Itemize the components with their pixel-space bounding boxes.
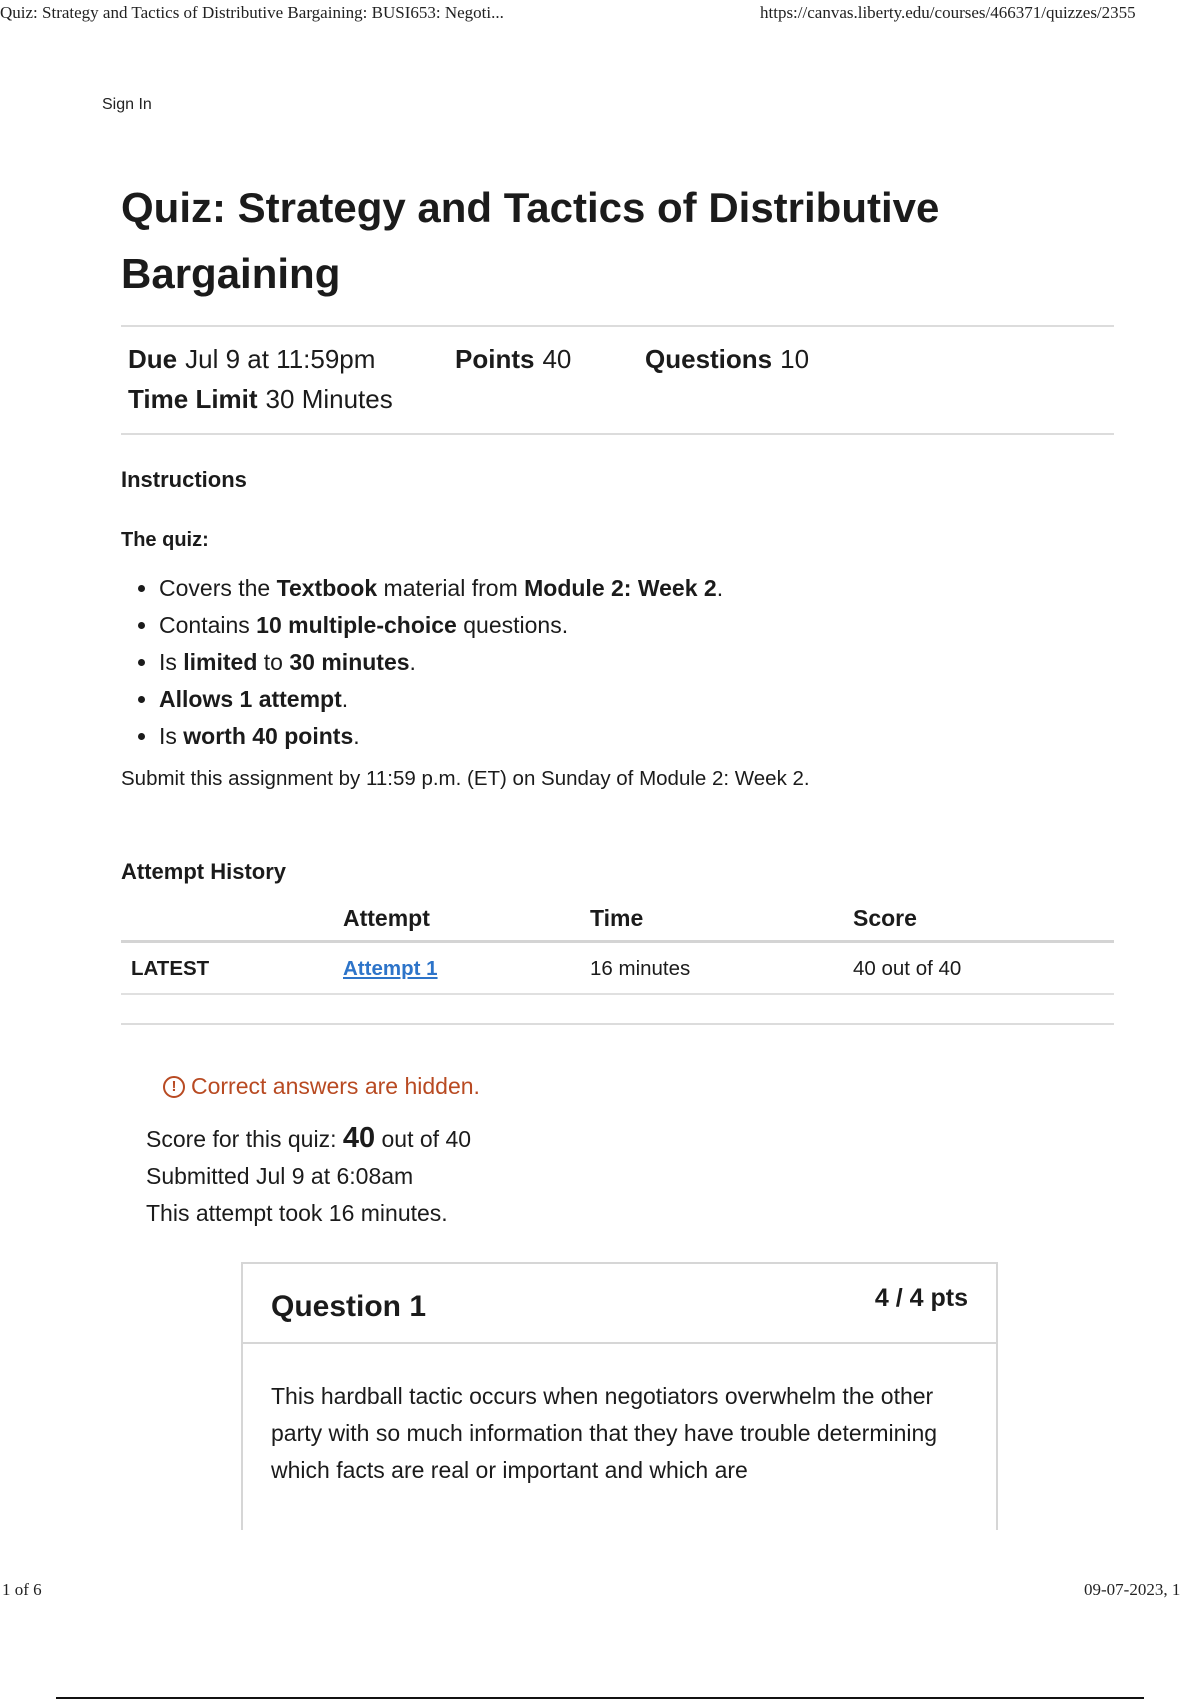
- print-header-url: https://canvas.liberty.edu/courses/466371/quizzes/2355: [760, 3, 1136, 22]
- list-item: • Is limited to 30 minutes.: [159, 644, 1114, 681]
- submitted-time: Submitted Jul 9 at 6:08am: [146, 1163, 414, 1189]
- print-footer-date: 09-07-2023, 1: [1084, 1580, 1181, 1599]
- instructions-intro: The quiz:: [121, 529, 209, 551]
- attempt-score: 40 out of 40: [853, 942, 1114, 995]
- column-header: Time: [590, 897, 853, 942]
- due-date: Due Jul 9 at 11:59pm: [128, 344, 376, 374]
- questions-count: Questions 10: [645, 344, 810, 374]
- table-row: [121, 942, 1114, 995]
- column-header: Score: [853, 897, 1114, 942]
- time-limit: Time Limit 30 Minutes: [128, 384, 393, 414]
- attempt-cell: [343, 942, 590, 995]
- attempt-history-table: [121, 897, 1114, 995]
- print-header-title: Quiz: Strategy and Tactics of Distributive Bargaining: BUSI653: Negoti...: [0, 3, 504, 22]
- points: Points 40: [455, 344, 572, 374]
- attempt-duration: This attempt took 16 minutes.: [146, 1200, 448, 1226]
- question-points: 4 / 4 pts: [874, 1284, 968, 1312]
- attempt-status: LATEST: [121, 942, 343, 995]
- divider: [121, 433, 1114, 435]
- question-title: Question 1: [271, 1290, 427, 1323]
- quiz-content: [121, 175, 1114, 1232]
- list-item: • Covers the Textbook material from Module 2: Week 2.: [159, 570, 1114, 607]
- answers-hidden-notice: [163, 1073, 1114, 1100]
- table-header-row: [121, 897, 1114, 942]
- question-text: This hardball tactic occurs when negotiators overwhelm the other party with so much information that they have trouble determining which facts are real or important and which are: [271, 1383, 938, 1483]
- list-item: • Contains 10 multiple-choice questions.: [159, 607, 1114, 644]
- question-card: [241, 1262, 998, 1530]
- list-item: • Is worth 40 points.: [159, 718, 1114, 755]
- instructions-heading: Instructions: [121, 467, 247, 492]
- score-summary: [146, 1120, 1114, 1232]
- quiz-details: [121, 327, 1114, 433]
- quiz-score: Score for this quiz: 40 out of 40: [146, 1122, 472, 1154]
- attempt-history-heading: Attempt History: [121, 859, 287, 884]
- question-header: [243, 1264, 996, 1344]
- submit-note: Submit this assignment by 11:59 p.m. (ET) on Sunday of Module 2: Week 2.: [121, 767, 810, 790]
- notice-text: Correct answers are hidden.: [191, 1073, 480, 1099]
- divider: [56, 1697, 1144, 1699]
- divider: [121, 1023, 1114, 1025]
- print-footer-page: 1 of 6: [2, 1580, 42, 1599]
- list-item: • Allows 1 attempt.: [159, 681, 1114, 718]
- column-header: [121, 897, 343, 942]
- sign-in-link[interactable]: Sign In: [102, 96, 152, 113]
- attempt-time: 16 minutes: [590, 942, 853, 995]
- page-title: Quiz: Strategy and Tactics of Distributive Bargaining: [121, 184, 940, 297]
- column-header: Attempt: [343, 897, 590, 942]
- instructions-list: [121, 570, 1114, 755]
- alert-circle-icon: !: [163, 1076, 185, 1098]
- attempt-link[interactable]: Attempt 1: [343, 957, 438, 980]
